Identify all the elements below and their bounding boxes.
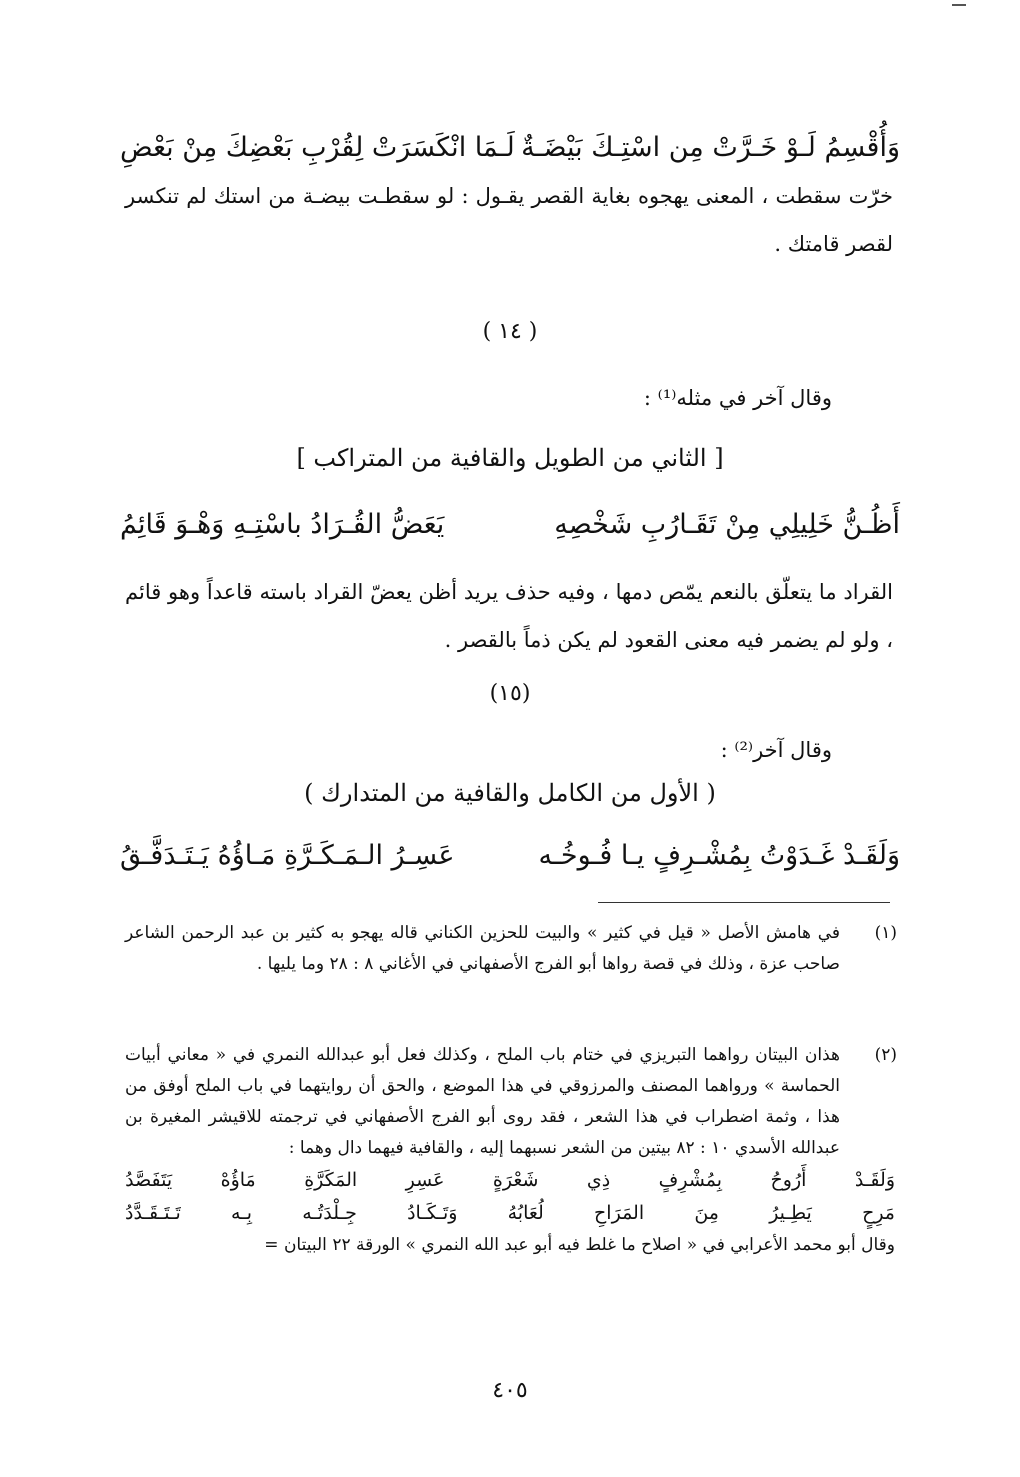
verse-word: ذِي <box>586 1169 611 1191</box>
section-15-intro: وقال آخر⁽²⁾ : <box>720 738 832 762</box>
section-14-number: ( ١٤ ) <box>482 319 538 344</box>
verse-word: بِمُشْرِفٍ <box>658 1169 723 1191</box>
scan-mark <box>952 4 966 6</box>
verse-word: مَرِحٍ <box>862 1202 895 1224</box>
verse-14-hemistich-1: أَظُـنُّ خَلِيلِي مِنْ تَقَـارُبِ شَخْصِهِ <box>554 509 900 540</box>
verse-15-hemistich-1: وَلَقَـدْ غَـدَوْتُ بِمُشْـرِفٍ يـا فُـوخُـه <box>538 840 900 871</box>
section-15-number: (١٥) <box>489 681 531 706</box>
footnote-divider <box>598 902 890 903</box>
commentary-13: خرّت سقطت ، المعنى يهجوه بغاية القصر يقـول : لو سقطـت بيضـة من استك لم تنكسر لقصر قامتك . <box>125 184 893 256</box>
verse-13-hemistich-1: وَأُقْسِمُ لَـوْ خَـرَّتْ مِن اسْتِـكَ بَيْضَـةٌ <box>521 132 900 163</box>
verse-word: شَعْرَةٍ <box>492 1169 539 1191</box>
commentary-14: القراد ما يتعلّق بالنعم يمّص دمها ، وفيه حذف يريد أظن يعضّ القراد باسته قاعداً وهو قائم ، ولو لم يضمر فيه معنى القعود لم يكن ذماً بالقصر . <box>125 580 893 652</box>
footnote-2 <box>125 1040 895 1261</box>
footnote-2-verse-1 <box>125 1164 895 1197</box>
verse-word: يَطِـيرُ <box>769 1202 812 1224</box>
section-14-meter: [ الثاني من الطويل والقافية من المتراكب ] <box>296 444 724 472</box>
verse-word: بِـه <box>231 1202 253 1224</box>
verse-word: تَـتَـقَـدَّدُ <box>125 1202 181 1224</box>
verse-13 <box>120 130 900 165</box>
verse-15 <box>120 838 900 873</box>
footnote-2-continuation: وقال أبو محمد الأعرابي في « اصلاح ما غلط فيه أبو عبد الله النمري » الورقة ٢٢ البيتان = <box>264 1235 895 1255</box>
page-number: ٤٠٥ <box>492 1378 528 1403</box>
verse-word: لُعَابُهُ <box>507 1202 544 1224</box>
verse-14 <box>120 507 900 542</box>
verse-13-hemistich-2: لَـمَا انْكَسَرَتْ لِقُرْبِ بَعْضِكَ مِنْ بَعْضِ <box>120 132 515 163</box>
verse-word: مَاؤُهْ <box>220 1169 256 1191</box>
verse-15-hemistich-2: عَسِـرُ الـمَـكَـرَّةِ مَـاؤُهُ يَـتَـدَفَّـقُ <box>120 840 455 871</box>
verse-word: يَتَفَصَّدُ <box>125 1169 173 1191</box>
section-15-meter: ( الأول من الكامل والقافية من المتدارك ) <box>304 779 716 807</box>
verse-word: جِـلْدَتُـه <box>302 1202 357 1224</box>
verse-word: المَرَاحِ <box>594 1202 645 1224</box>
section-14-intro: وقال آخر في مثله⁽¹⁾ : <box>643 386 832 410</box>
verse-word: وَتَـكَـادُ <box>407 1202 458 1224</box>
footnote-2-text: هذان البيتان رواهما التبريزي في ختام باب الملح ، وكذلك فعل أبو عبدالله النمري في « معاني أبيات الحماسة » ورواهما المصنف والمرزوقي في هذا الموضع ، والحق أن روايتهما في باب الملح أوفق من هذا ، وثمة اضطراب في هذا الشعر ، فقد روى أبو الفرج الأصفهاني في ترجمته للاقيشر المغيرة بن عبدالله الأسدي ١٠ : ٨٢ بيتين من الشعر نسبهما إليه ، والقافية فيهما دال وهما : <box>125 1045 840 1158</box>
footnote-2-number: (٢) <box>874 1045 897 1065</box>
verse-word: عَسِرِ <box>405 1169 445 1191</box>
verse-word: وَلَقَـدْ <box>854 1169 895 1191</box>
verse-word: المَكَرَّةِ <box>304 1169 358 1191</box>
verse-word: مِنَ <box>694 1202 719 1224</box>
footnote-1-text: في هامش الأصل « قيل في كثير » والبيت للحزين الكناني قاله يهجو به كثير بن عبد الرحمن الشاعر صاحب عزة ، وذلك في قصة رواها أبو الفرج الأصفهاني في الأغاني ٨ : ٢٨ وما يليها . <box>125 923 840 974</box>
footnote-1-number: (١) <box>874 923 897 943</box>
verse-word: أَرُوحُ <box>770 1169 807 1191</box>
footnote-1 <box>125 918 895 980</box>
verse-14-hemistich-2: يَعَضُّ القُـرَادُ باسْتِـهِ وَهْـوَ قَائِمُ <box>120 509 445 540</box>
footnote-2-verse-2 <box>125 1197 895 1230</box>
